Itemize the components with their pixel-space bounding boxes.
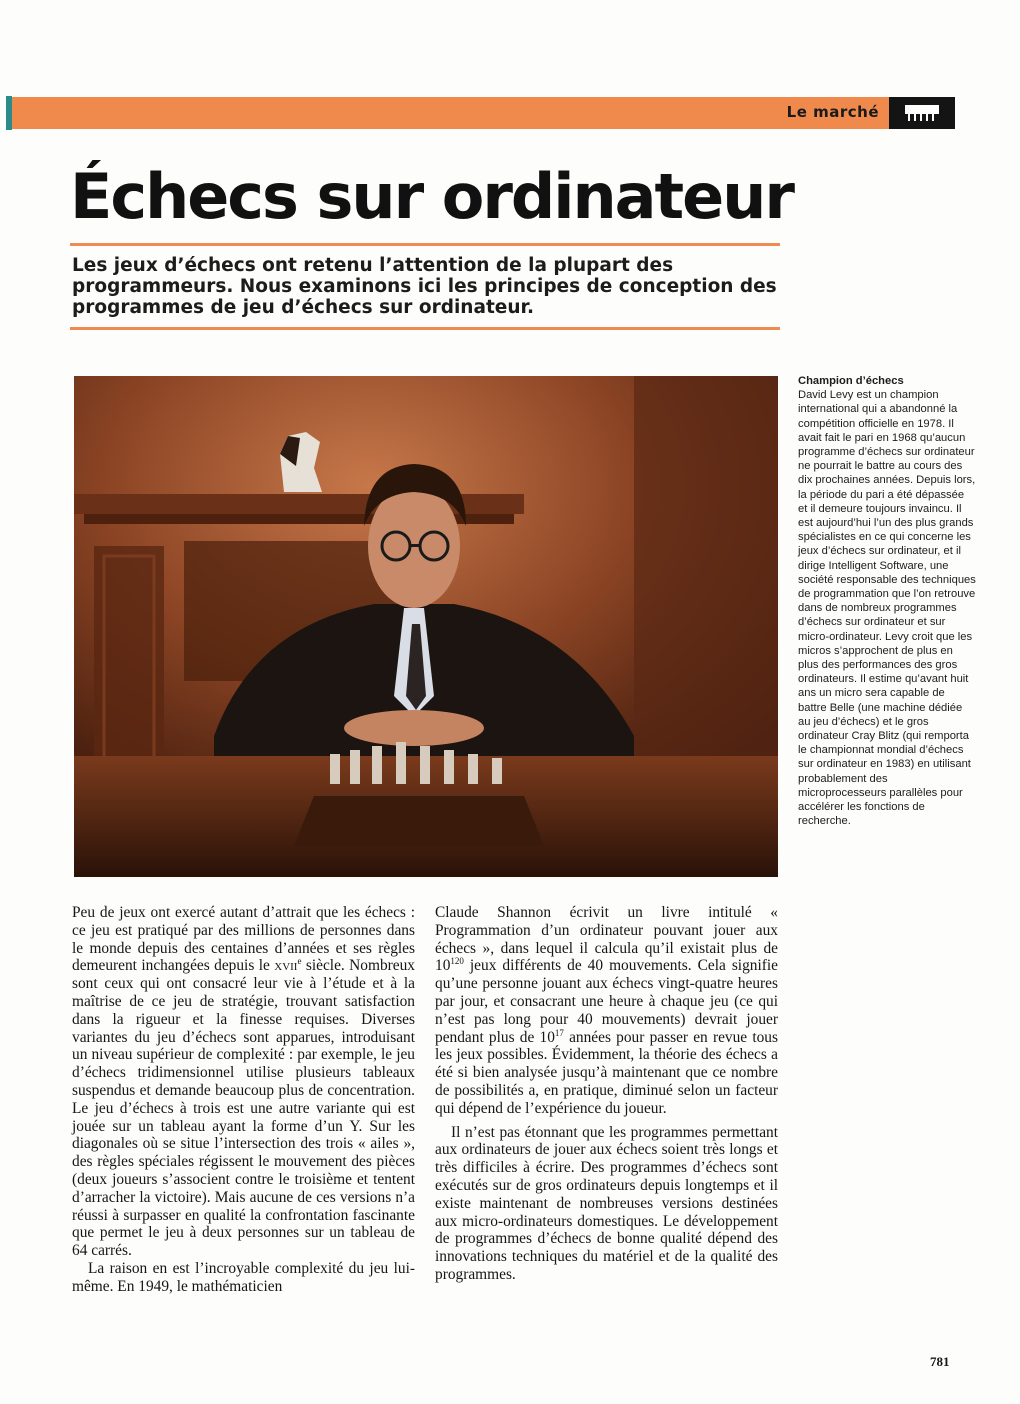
section-header-band	[12, 97, 955, 129]
century-numeral: xvii	[274, 957, 298, 975]
exponent: 17	[554, 1027, 564, 1038]
caption-text: David Levy est un champion international qui a abandonné la compétition officielle en 1978. Il avait fait le pari en 1968 qu’aucun programme d’échecs sur ordinateur ne pourrait le battre au cours des dix prochaines années. Depuis lors, la période du pari a été dépassée et il demeure toujours invaincu. Il est aujourd’hui l’un des plus grands spécialistes en ce qui concerne les jeux d’échecs sur ordinateur, et il dirige Intelligent Software, une société responsable des techniques de programmation que l’on retrouve dans de nombreux programmes d’échecs sur ordinateur et sur micro-ordinateur. Levy croit que les micros s’approchent de plus en plus des performances des gros ordinateurs. Il estime qu’avant huit ans un micro sera capable de battre Belle (une machine dédiée au jeu d’échecs) et le gros ordinateur Cray Blitz (qui remporta le championnat mondial d’échecs sur ordinateur en 1983) en utilisant probablement des microprocesseurs parallèles pour accélérer les fonctions de recherche.	[798, 389, 976, 828]
body-text: jeux différents de 40 mouvements. Cela signifie qu’une personne jouant aux échecs vingt-quatre heures par jour, et consacrant une heure à chaque jeu (ce qui n’est pas long pour 40 mouvements) devrait jouer pendant plus de 10	[435, 957, 778, 1046]
body-paragraph: La raison en est l’incroyable complexité du jeu lui-même. En 1949, le mathématicien	[72, 1259, 415, 1295]
microchip-icon	[889, 97, 955, 129]
chess-player-photo	[74, 376, 778, 877]
photo-caption	[798, 374, 976, 829]
body-column-right	[435, 904, 778, 1284]
body-column-left	[72, 904, 415, 1296]
body-text: Peu de jeux ont exercé autant d’attrait que les échecs : ce jeu est pratiqué par des millions de personnes dans le monde depuis des centaines d’années et ses règles demeurent inchangées depuis le	[72, 904, 415, 975]
body-text: années pour passer en revue tous les jeux possibles. Évidemment, la théorie des échecs a été si bien analysée jusqu’à maintenant que ce nombre de possibilités a, en pratique, diminué selon un facteur qui dépend de l’expérience du joueur.	[435, 1028, 778, 1117]
page-number: 781	[930, 1354, 950, 1369]
article-lead: Les jeux d’échecs ont retenu l’attention de la plupart des programmeurs. Nous examinons ici les principes de conception des programmes de jeu d’échecs sur ordinateur.	[72, 255, 777, 318]
body-paragraph	[435, 904, 778, 1118]
exponent: 120	[450, 956, 464, 967]
century-superscript: e	[297, 956, 302, 967]
lead-divider	[70, 327, 780, 330]
title-divider	[70, 243, 780, 246]
caption-title: Champion d’échecs	[798, 375, 904, 387]
body-text: siècle. Nombreux sont ceux qui ont consacré leur vie à l’étude et à la maîtrise de ce jeu de stratégie, trouvant satisfaction dans la rigueur et la finesse requises. Diverses variantes du jeu d’échecs sont apparues, introduisant un niveau supérieur de complexité : par exemple, le jeu d’échecs tridimensionnel utilise plusieurs tableaux suspendus et demande beaucoup plus de concentration. Le jeu d’échecs à trois est une autre variante qui est jouée sur un tableau ayant la forme d’un Y. Sur les diagonales où se situe l’intersection des trois « ailes », des règles spéciales régissent le mouvement des pièces (deux joueurs s’associent contre le troisième et tentent d’arracher la victoire). Mais aucune de ces versions n’a réussi à surpasser en qualité la confrontation fascinante que permet le jeu à deux personnes sur un tableau de 64 carrés.	[72, 957, 415, 1260]
article-title: Échecs sur ordinateur	[70, 160, 793, 233]
body-text: Claude Shannon écrivit un livre intitulé « Programmation d’un ordinateur pouvant jouer aux échecs », dans lequel il calcula qu’il existait plus de 10	[435, 904, 778, 975]
body-paragraph	[72, 904, 415, 1260]
body-paragraph: Il n’est pas étonnant que les programmes permettant aux ordinateurs de jouer aux échecs soient très longs et très difficiles à écrire. Des programmes d’échecs sont exécutés sur de gros ordinateurs depuis longtemps et il existe maintenant de nombreuses versions destinées aux micro-ordinateurs domestiques. Le développement de programmes d’échecs de bonne qualité dépend des innovations techniques du matériel et de la qualité des programmes.	[435, 1123, 778, 1283]
section-label: Le marché	[786, 103, 879, 121]
